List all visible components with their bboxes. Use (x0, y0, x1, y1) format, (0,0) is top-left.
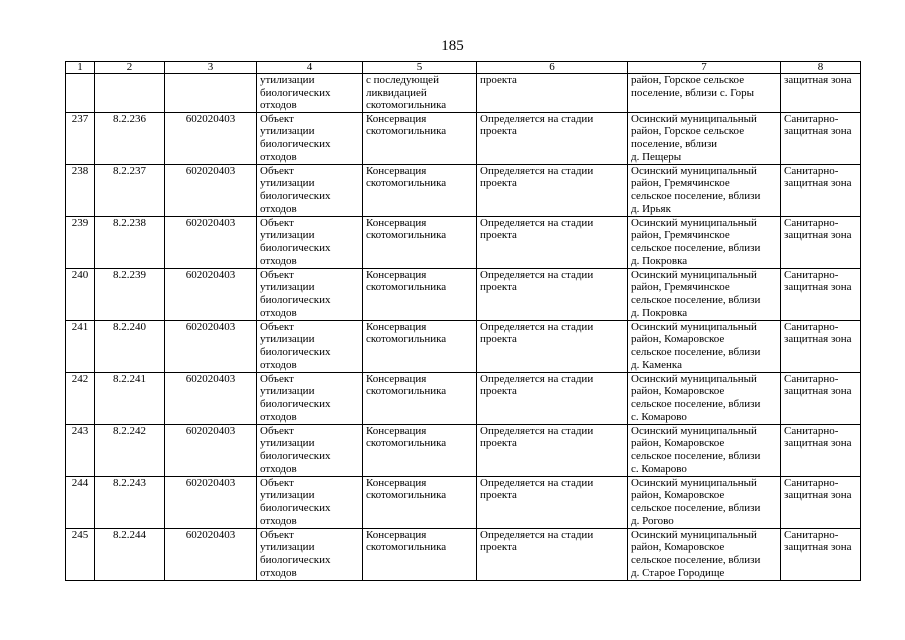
column-number-header (66, 62, 861, 74)
cell-object: Объект утилизации биологических отходов (257, 372, 363, 424)
cell-action: Консервация скотомогильника (363, 268, 477, 320)
cell-number: 243 (66, 424, 95, 476)
table-row (66, 164, 861, 216)
cell-classifier: 602020403 (165, 320, 257, 372)
cell-number: 239 (66, 216, 95, 268)
cell-zone: Санитарно- защитная зона (781, 268, 861, 320)
column-header: 6 (477, 62, 628, 74)
cell-number: 240 (66, 268, 95, 320)
cell-parameters: Определяется на стадии проекта (477, 372, 628, 424)
cell-object: Объект утилизации биологических отходов (257, 216, 363, 268)
column-header: 4 (257, 62, 363, 74)
cell-location: Осинский муниципальный район, Гремячинское сельское поселение, вблизи д. Покровка (628, 268, 781, 320)
cell-location: Осинский муниципальный район, Комаровское сельское поселение, вблизи д. Каменка (628, 320, 781, 372)
cell-number: 244 (66, 476, 95, 528)
cell-code: 8.2.242 (95, 424, 165, 476)
cell-zone: Санитарно- защитная зона (781, 216, 861, 268)
cell-zone: Санитарно- защитная зона (781, 372, 861, 424)
cell-classifier: 602020403 (165, 164, 257, 216)
table-row (66, 528, 861, 580)
cell-code: 8.2.243 (95, 476, 165, 528)
cell-classifier: 602020403 (165, 476, 257, 528)
column-header: 2 (95, 62, 165, 74)
continuation-row (66, 74, 861, 113)
cell-number: 245 (66, 528, 95, 580)
cell-code: 8.2.241 (95, 372, 165, 424)
cell-object: Объект утилизации биологических отходов (257, 424, 363, 476)
table-row (66, 216, 861, 268)
table-row (66, 476, 861, 528)
table-row (66, 268, 861, 320)
cell-location: Осинский муниципальный район, Комаровское сельское поселение, вблизи д. Старое Городище (628, 528, 781, 580)
cell-zone: Санитарно- защитная зона (781, 112, 861, 164)
cell-number (66, 74, 95, 113)
cell-code: 8.2.239 (95, 268, 165, 320)
cell-code: 8.2.244 (95, 528, 165, 580)
cell-number: 238 (66, 164, 95, 216)
cell-number: 241 (66, 320, 95, 372)
cell-zone: Санитарно- защитная зона (781, 424, 861, 476)
cell-action: Консервация скотомогильника (363, 424, 477, 476)
cell-classifier: 602020403 (165, 372, 257, 424)
cell-number: 237 (66, 112, 95, 164)
cell-parameters: Определяется на стадии проекта (477, 320, 628, 372)
cell-action: Консервация скотомогильника (363, 320, 477, 372)
column-header: 8 (781, 62, 861, 74)
cell-location: Осинский муниципальный район, Комаровское сельское поселение, вблизи с. Комарово (628, 372, 781, 424)
cell-location: Осинский муниципальный район, Гремячинское сельское поселение, вблизи д. Покровка (628, 216, 781, 268)
table-row (66, 424, 861, 476)
cell-parameters: Определяется на стадии проекта (477, 528, 628, 580)
cell-zone: защитная зона (781, 74, 861, 113)
cell-object: Объект утилизации биологических отходов (257, 268, 363, 320)
cell-code (95, 74, 165, 113)
cell-object: Объект утилизации биологических отходов (257, 476, 363, 528)
cell-code: 8.2.236 (95, 112, 165, 164)
cell-classifier: 602020403 (165, 216, 257, 268)
cell-classifier (165, 74, 257, 113)
cell-action: Консервация скотомогильника (363, 528, 477, 580)
cell-parameters: Определяется на стадии проекта (477, 268, 628, 320)
table-row (66, 112, 861, 164)
cell-location: район, Горское сельское поселение, вблизи с. Горы (628, 74, 781, 113)
cell-classifier: 602020403 (165, 112, 257, 164)
cell-action: Консервация скотомогильника (363, 216, 477, 268)
cell-location: Осинский муниципальный район, Гремячинское сельское поселение, вблизи д. Ирьяк (628, 164, 781, 216)
column-header: 3 (165, 62, 257, 74)
cell-location: Осинский муниципальный район, Горское сельское поселение, вблизи д. Пещеры (628, 112, 781, 164)
cell-action: с последующей ликвидацией скотомогильника (363, 74, 477, 113)
cell-parameters: проекта (477, 74, 628, 113)
cell-zone: Санитарно- защитная зона (781, 476, 861, 528)
cell-classifier: 602020403 (165, 424, 257, 476)
column-header: 7 (628, 62, 781, 74)
table-row (66, 320, 861, 372)
cell-action: Консервация скотомогильника (363, 112, 477, 164)
cell-object: утилизации биологических отходов (257, 74, 363, 113)
column-header: 5 (363, 62, 477, 74)
cell-action: Консервация скотомогильника (363, 372, 477, 424)
cell-object: Объект утилизации биологических отходов (257, 164, 363, 216)
cell-zone: Санитарно- защитная зона (781, 528, 861, 580)
table-row (66, 372, 861, 424)
cell-parameters: Определяется на стадии проекта (477, 112, 628, 164)
column-header: 1 (66, 62, 95, 74)
cell-classifier: 602020403 (165, 528, 257, 580)
cell-object: Объект утилизации биологических отходов (257, 112, 363, 164)
page-number: 185 (441, 38, 464, 54)
cell-parameters: Определяется на стадии проекта (477, 476, 628, 528)
cell-parameters: Определяется на стадии проекта (477, 164, 628, 216)
cell-location: Осинский муниципальный район, Комаровское сельское поселение, вблизи с. Комарово (628, 424, 781, 476)
cell-zone: Санитарно- защитная зона (781, 320, 861, 372)
cell-number: 242 (66, 372, 95, 424)
cell-object: Объект утилизации биологических отходов (257, 320, 363, 372)
cell-parameters: Определяется на стадии проекта (477, 216, 628, 268)
cell-parameters: Определяется на стадии проекта (477, 424, 628, 476)
cell-code: 8.2.240 (95, 320, 165, 372)
registry-table (65, 61, 861, 581)
cell-object: Объект утилизации биологических отходов (257, 528, 363, 580)
cell-zone: Санитарно- защитная зона (781, 164, 861, 216)
cell-classifier: 602020403 (165, 268, 257, 320)
cell-action: Консервация скотомогильника (363, 164, 477, 216)
cell-code: 8.2.237 (95, 164, 165, 216)
cell-code: 8.2.238 (95, 216, 165, 268)
cell-location: Осинский муниципальный район, Комаровское сельское поселение, вблизи д. Рогово (628, 476, 781, 528)
cell-action: Консервация скотомогильника (363, 476, 477, 528)
